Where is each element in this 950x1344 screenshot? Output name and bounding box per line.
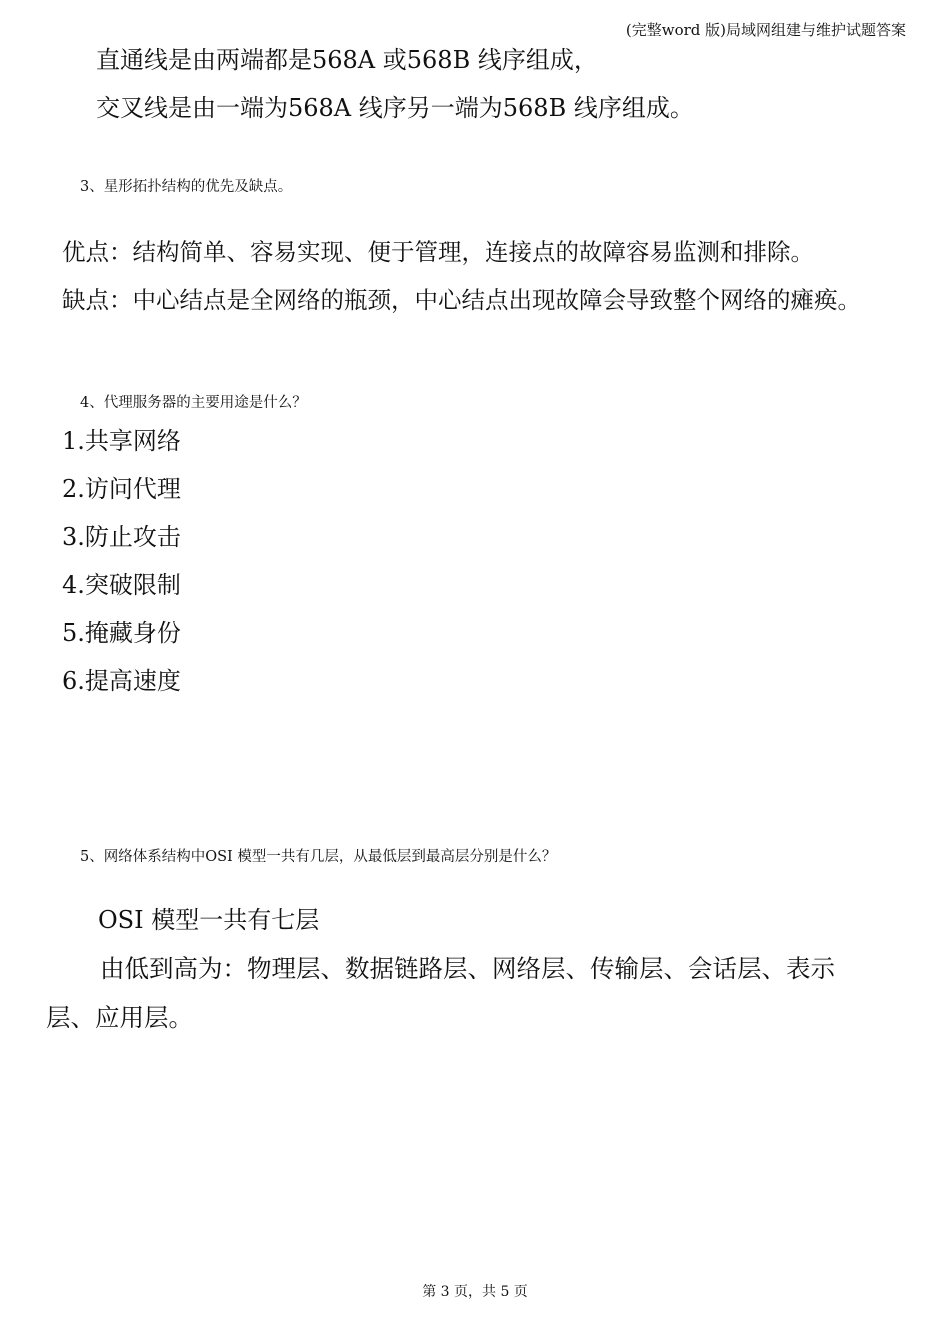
answer-5-layers-list-cont: 层、应用层。	[46, 1003, 193, 1032]
page-header: (完整word 版)局域网组建与维护试题答案	[625, 21, 906, 39]
list-item: 4.突破限制	[62, 571, 181, 599]
answer-5-layers-list: 由低到高为：物理层、数据链路层、网络层、传输层、会话层、表示	[100, 954, 835, 983]
list-item: 5.掩藏身份	[62, 619, 181, 647]
question-5: 5、网络体系结构中OSI 模型一共有几层，从最低层到最高层分别是什么？	[80, 849, 557, 865]
page-footer: 第 3 页，共 5 页	[422, 1284, 528, 1300]
answer-5-layers-count: OSI 模型一共有七层	[98, 906, 320, 934]
answer-straight-cable: 直通线是由两端都是568A 或568B 线序组成，	[96, 46, 598, 74]
answer-crossover-cable: 交叉线是由一端为568A 线序另一端为568B 线序组成。	[96, 94, 694, 122]
list-item: 6.提高速度	[62, 667, 181, 695]
list-item: 1.共享网络	[62, 427, 181, 455]
question-4: 4、代理服务器的主要用途是什么？	[80, 395, 307, 411]
list-item: 2.访问代理	[62, 475, 181, 503]
question-3: 3、星形拓扑结构的优先及缺点。	[80, 179, 293, 195]
list-item: 3.防止攻击	[62, 523, 181, 551]
answer-3-disadvantage: 缺点：中心结点是全网络的瓶颈，中心结点出现故障会导致整个网络的瘫痪。	[62, 286, 861, 314]
answer-3-advantage: 优点：结构简单、容易实现、便于管理，连接点的故障容易监测和排除。	[62, 238, 814, 266]
